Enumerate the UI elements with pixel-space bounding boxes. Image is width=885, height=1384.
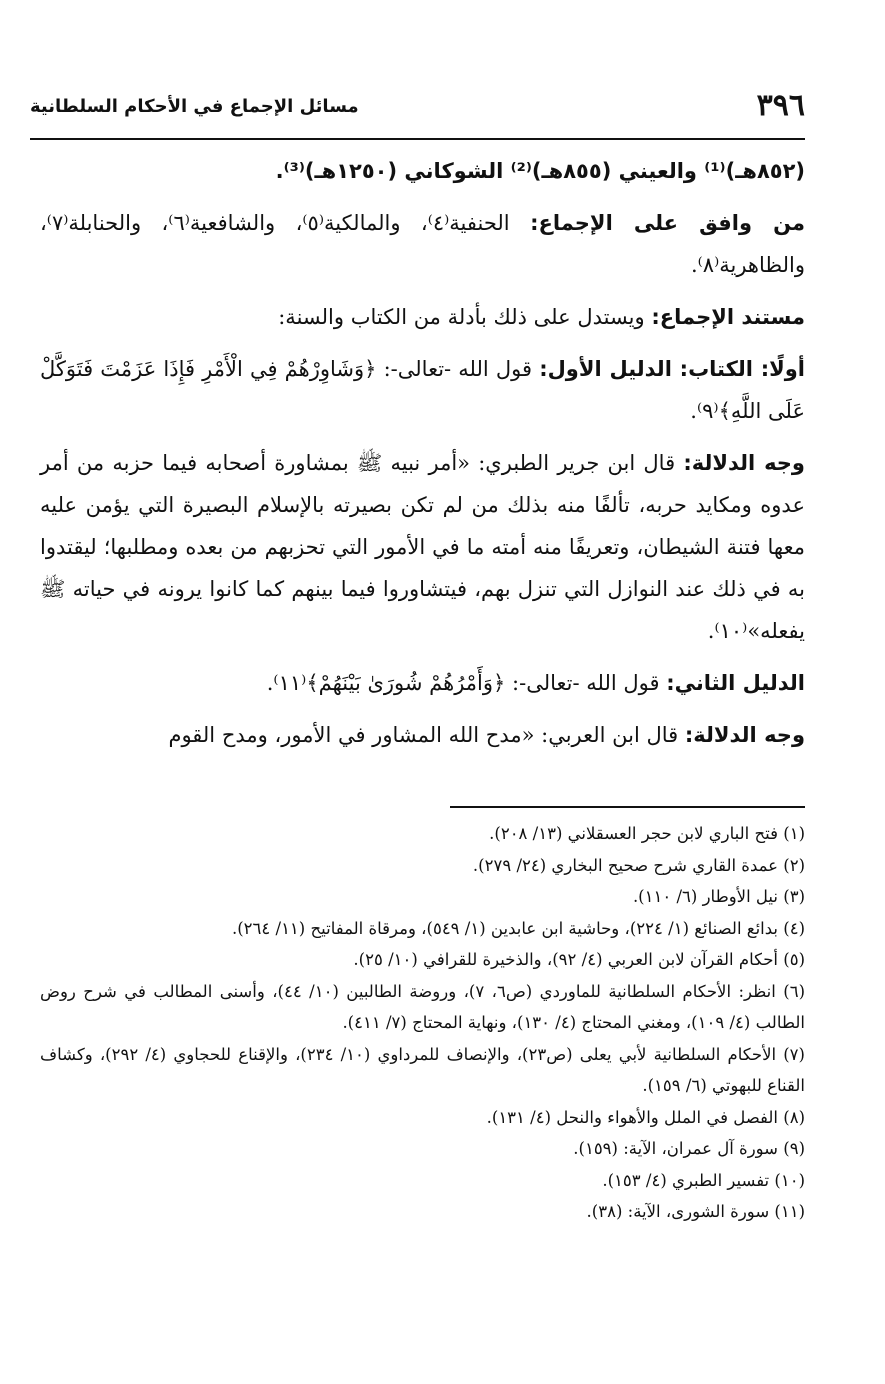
footnote: (٢) عمدة القاري شرح صحيح البخاري (٢٤/ ٢٧٩). [472, 855, 805, 875]
footnote: (٩) سورة آل عمران، الآية: (١٥٩). [573, 1139, 805, 1158]
first-evidence-text: قول الله -تعالى-: [383, 357, 533, 381]
paragraph-wajh-2 [40, 714, 805, 756]
page-number: ٣٩٦ [756, 88, 805, 123]
paragraph-wajh-1 [40, 442, 805, 652]
wajh-label-2: وجه الدلالة: [684, 723, 805, 747]
footnote: (٥) أحكام القرآن لابن العربي (٤/ ٩٢)، والذخيرة للقرافي (١٠/ ٢٥). [353, 950, 805, 969]
agree-text: الحنفية⁽٤⁾، والمالكية⁽٥⁾، والشافعية⁽٦⁾، والحنابلة⁽٧⁾، والظاهرية⁽٨⁾. [40, 211, 805, 277]
footnote: (٧) الأحكام السلطانية لأبي يعلى (ص٢٣)، والإنصاف للمرداوي (١٠/ ٢٣٤)، والإقناع للحجاوي (٤/ ٢٩٢)، وكشاف القناع للبهوتي (٦/ ١٥٩). [40, 1044, 805, 1095]
main-text [40, 150, 805, 766]
first-evidence-label: أولًا: الكتاب: الدليل الأول: [539, 357, 805, 381]
paragraph-agreement [40, 202, 805, 286]
footnote-rule [450, 806, 805, 808]
paragraph-scholars [40, 150, 805, 192]
footnote: (٣) نيل الأوطار (٦/ ١١٠). [632, 887, 805, 906]
footnote: (١١) سورة الشورى، الآية: (٣٨). [586, 1202, 805, 1221]
page-header [30, 88, 805, 130]
wajh-text-1: قال ابن جرير الطبري: «أمر نبيه ﷺ بمشاورة أصحابه فيما حزبه من أمر عدوه ومكايد حربه، تألفًا منه بذلك من لم تكن بصيرته بالإسلام البصيرة التي يؤمن عليه معها فتنة الشيطان، وتعريفًا منه أمته ما في الأمور التي تحزبهم من بعده ومطلبها؛ ليقتدوا به في ذلك عند النوازل التي تنزل بهم، فيتشاوروا فيما بينهم كما كانوا يرونه في حياته ﷺ يفعله»⁽١٠⁾. [40, 451, 805, 643]
running-title: مسائل الإجماع في الأحكام السلطانية [30, 96, 359, 117]
second-evidence-label: الدليل الثاني: [666, 671, 805, 695]
quran-verse-2: ﴿وَأَمْرُهُمْ شُورَىٰ بَيْنَهُمْ﴾⁽١١⁾. [266, 671, 506, 695]
quran-verse-1: ﴿وَشَاوِرْهُمْ فِي الْأَمْرِ فَإِذَا عَزَمْتَ فَتَوَكَّلْ عَلَى اللَّهِ﴾⁽٩⁾. [40, 357, 805, 423]
footnote: (١٠) تفسير الطبري (٤/ ١٥٣). [602, 1170, 805, 1190]
paragraph-second-evidence [40, 662, 805, 704]
basis-label: مستند الإجماع: [651, 305, 805, 329]
paragraph-basis [40, 296, 805, 338]
second-evidence-text: قول الله -تعالى-: [512, 671, 660, 695]
footnotes [40, 818, 805, 1228]
footnote: (٦) انظر: الأحكام السلطانية للماوردي (ص٦، ٧)، وروضة الطالبين (١٠/ ٤٤)، وأسنى المطالب في شرح روض الطالب (٤/ ١٠٩)، ومغني المحتاج (٤/ ١٣٠)، ونهاية المحتاج (٧/ ٤١١). [40, 981, 806, 1032]
footnote: (٤) بدائع الصنائع (١/ ٢٢٤)، وحاشية ابن عابدين (١/ ٥٤٩)، ومرقاة المفاتيح (١١/ ٢٦٤). [231, 918, 805, 938]
scholars-line: (٨٥٢هـ)⁽¹⁾ والعيني (٨٥٥هـ)⁽²⁾ الشوكاني (١٢٥٠هـ)⁽³⁾. [275, 159, 805, 183]
header-rule [30, 138, 805, 140]
footnote: (١) فتح الباري لابن حجر العسقلاني (١٣/ ٢٠٨). [489, 824, 805, 843]
footnote: (٨) الفصل في الملل والأهواء والنحل (٤/ ١٣١). [486, 1107, 805, 1127]
paragraph-first-evidence [40, 348, 805, 432]
wajh-text-2: قال ابن العربي: «مدح الله المشاور في الأمور، ومدح القوم [168, 723, 679, 747]
agree-label: من وافق على الإجماع: [530, 211, 805, 235]
basis-text: ويستدل على ذلك بأدلة من الكتاب والسنة: [278, 305, 645, 329]
wajh-label-1: وجه الدلالة: [683, 451, 805, 475]
